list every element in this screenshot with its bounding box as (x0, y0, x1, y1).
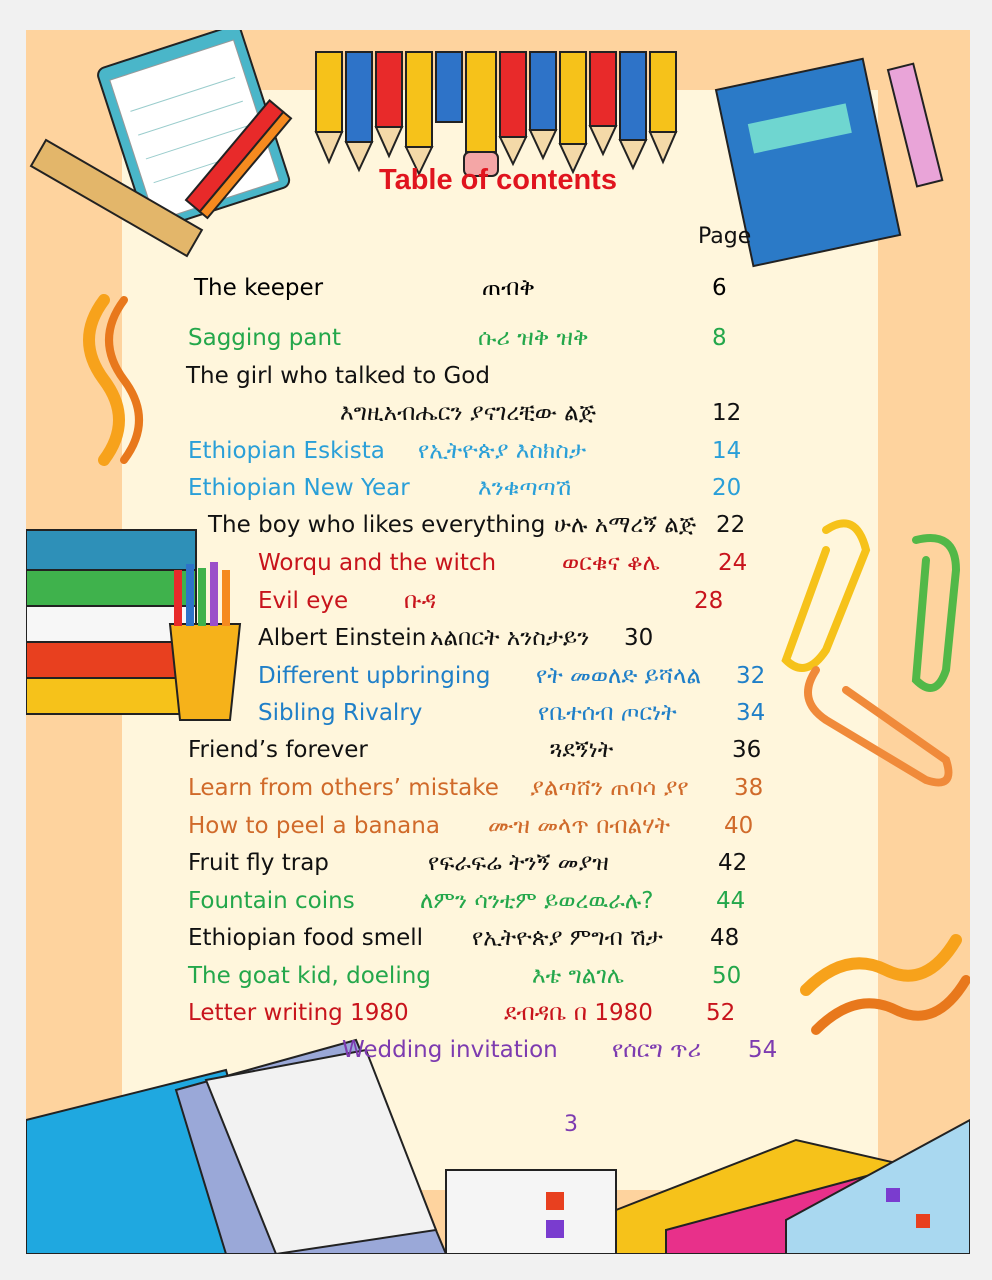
entry-english: The goat kid, doeling (188, 963, 431, 989)
entry-page: 40 (724, 813, 754, 839)
toc-entry (26, 923, 970, 953)
toc-entry (26, 773, 970, 803)
entry-page: 48 (710, 925, 740, 951)
entry-page: 54 (748, 1037, 778, 1063)
toc-entry (26, 548, 970, 578)
entry-page: 24 (718, 550, 748, 576)
entry-english: Fountain coins (188, 888, 355, 914)
page-column-label: Page (698, 224, 752, 249)
toc-entry (26, 361, 970, 391)
toc-entry (26, 273, 970, 303)
entry-english: Worqu and the witch (258, 550, 497, 576)
entry-page: 38 (734, 775, 764, 801)
entry-amharic: አልበርት አንስታይን (430, 625, 590, 651)
toc-entry (26, 586, 970, 616)
entry-amharic: እንቁጣጣሽ (478, 475, 572, 501)
page-title: Table of contents (379, 164, 617, 196)
entry-page: 20 (712, 475, 742, 501)
entry-english: Different upbringing (258, 663, 491, 689)
entry-english: Friend’s forever (188, 737, 368, 763)
entry-page: 14 (712, 438, 742, 464)
document-page (26, 30, 970, 1254)
entry-english: Learn from others’ mistake (188, 775, 499, 801)
toc-entry (26, 848, 970, 878)
entry-english: Ethiopian Eskista (188, 438, 385, 464)
toc-entry (26, 998, 970, 1028)
toc-entry (26, 961, 970, 991)
toc-entry (26, 735, 970, 765)
toc-entry (26, 473, 970, 503)
page-number: 3 (564, 1112, 578, 1137)
entry-page: 52 (706, 1000, 736, 1026)
entry-english: Sibling Rivalry (258, 700, 423, 726)
entry-page: 34 (736, 700, 766, 726)
entry-english: How to peel a banana (188, 813, 440, 839)
entry-amharic: ሁሉ አማረኝ ልጅ (554, 512, 697, 538)
entry-amharic: ያልጣሸን ጠባሳ ያየ (530, 775, 689, 801)
entry-english: Ethiopian food smell (188, 925, 424, 951)
entry-page: 28 (694, 588, 724, 614)
entry-amharic: የሰርግ ጥሪ (612, 1037, 702, 1063)
entry-english: The boy who likes everything (208, 512, 546, 538)
entry-english: Letter writing 1980 (188, 1000, 409, 1026)
bottom-papers-icon (26, 1040, 970, 1254)
toc-entry (26, 398, 970, 428)
pencils-banner-icon (316, 52, 676, 176)
entry-page: 22 (716, 512, 746, 538)
entry-page: 44 (716, 888, 746, 914)
toc-entry (26, 323, 970, 353)
toc-entry (26, 886, 970, 916)
entry-english: The girl who talked to God (186, 363, 490, 389)
toc-entry (26, 436, 970, 466)
entry-english: Albert Einstein (258, 625, 427, 651)
entry-amharic: የኢትዮጵያ ምግብ ሽታ (472, 925, 663, 951)
entry-page: 30 (624, 625, 654, 651)
entry-page: 8 (712, 325, 727, 351)
entry-page: 36 (732, 737, 762, 763)
entry-amharic: የቤተሰብ ጦርነት (538, 700, 677, 726)
entry-amharic: ደብዳቤ በ 1980 (504, 1000, 653, 1026)
entry-english: Wedding invitation (342, 1037, 558, 1063)
entry-page: 6 (712, 275, 727, 301)
toc-entry (26, 661, 970, 691)
toc-entry (26, 623, 970, 653)
entry-page: 50 (712, 963, 742, 989)
entry-english: The keeper (194, 275, 324, 301)
entry-amharic: ጓደኝነት (550, 737, 614, 763)
entry-amharic: የፍራፍሬ ትንኝ መያዝ (428, 850, 609, 876)
entry-amharic: እቴ ግልገሌ (532, 963, 624, 989)
toc-entry (26, 510, 970, 540)
entry-amharic: ቡዳ (404, 588, 437, 614)
entry-english: Evil eye (258, 588, 349, 614)
toc-entry (26, 811, 970, 841)
entry-amharic: ሙዝ መላጥ በብልሃት (488, 813, 671, 839)
entry-amharic: ጠብቅ (482, 275, 535, 301)
entry-english: Sagging pant (188, 325, 342, 351)
entry-amharic: ለምን ሳንቲም ይወረዉራሉ? (420, 888, 654, 914)
entry-amharic: እግዚአብሔርን ያናገረቺው ልጅ (340, 400, 596, 426)
toc-entry (26, 1035, 970, 1065)
entry-english: Ethiopian New Year (188, 475, 410, 501)
toc-entry (26, 698, 970, 728)
entry-amharic: የኢትዮጵያ እስክስታ (418, 438, 587, 464)
entry-english: Fruit fly trap (188, 850, 329, 876)
entry-amharic: ሱሪ ዝቅ ዝቅ (478, 325, 589, 351)
entry-page: 42 (718, 850, 748, 876)
entry-amharic: የት መወለድ ይሻላል (536, 663, 702, 689)
entry-page: 32 (736, 663, 766, 689)
entry-page: 12 (712, 400, 742, 426)
entry-amharic: ወርቁና ቆሌ (562, 550, 660, 576)
